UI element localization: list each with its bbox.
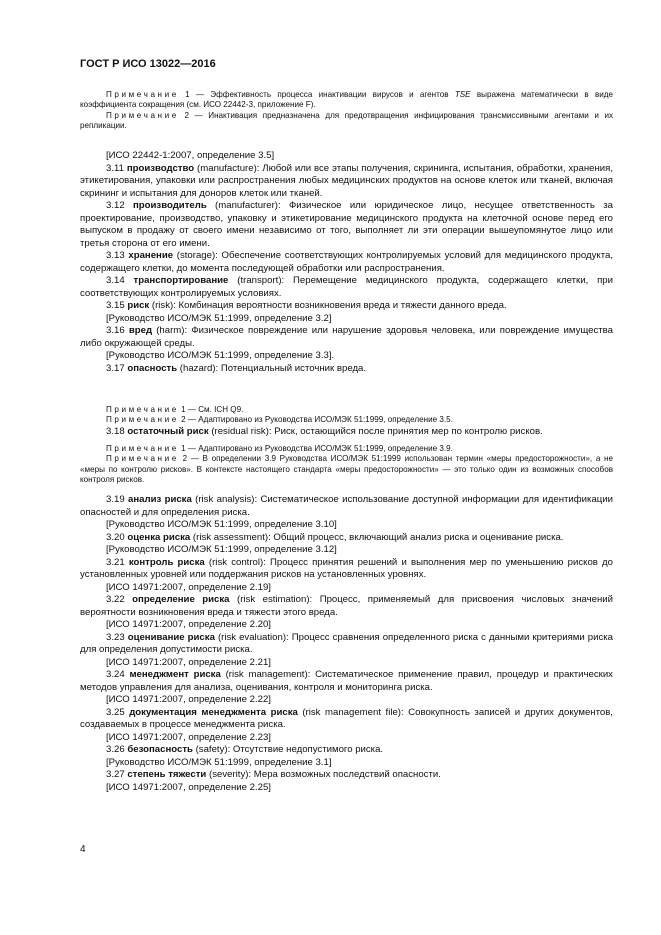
definition-paragraph — [80, 544, 613, 557]
definition-prefix: 3.16 — [106, 325, 129, 336]
definition-prefix: 3.14 — [106, 275, 134, 286]
note-label: Примечание — [106, 415, 179, 425]
definition-text: (risk assessment): Общий процесс, включающий анализ риска и оценивание риска. — [190, 531, 564, 543]
definition-paragraph — [80, 744, 613, 757]
note-text: — См. ICH Q9. — [185, 405, 244, 414]
definition-prefix: 3.26 — [106, 744, 128, 755]
definition-paragraph — [80, 519, 613, 532]
definition-prefix: 3.20 — [106, 531, 128, 543]
term: документация менеджмента риска — [129, 706, 298, 718]
term: менеджмент риска — [129, 669, 221, 680]
definition-text: (risk management file): Совокупность записей и других документов, создаваемых в процессе менеджмента риска. — [80, 706, 613, 730]
definition-text: (risk analysis): Систематическое использование доступной информации для идентификации опасностей и для определения риска. — [80, 494, 613, 518]
definition-text: (transport): Перемещение медицинского продукта, содержащего клетки, при соответствующих контролируемых условиях. — [80, 275, 613, 299]
definition-paragraph — [80, 707, 613, 732]
definition-paragraph — [80, 732, 613, 745]
definition-prefix: [Руководство ИСО/МЭК 51:1999, определение 3.12] — [106, 544, 337, 555]
definition-prefix: 3.27 — [106, 769, 128, 780]
note-paragraph — [80, 454, 613, 485]
note-number: 2 — [181, 415, 186, 425]
term: вред — [128, 325, 153, 336]
term: риск — [127, 300, 150, 311]
term: безопасность — [127, 744, 193, 755]
definition-prefix: 3.12 — [106, 200, 134, 211]
definition-prefix: 3.11 — [106, 162, 127, 174]
definition-paragraph — [80, 557, 613, 582]
definition-paragraph — [80, 532, 613, 545]
definition-text: (risk): Комбинация вероятности возникновения вреда и тяжести данного вреда. — [149, 300, 507, 311]
term: опасность — [127, 362, 178, 374]
definition-text: (storage): Обеспечение соответствующих контролируемых условий для медицинского продукта, содержащего клетки, до момента последующей обработки или распространения. — [80, 250, 613, 274]
notes-b — [80, 405, 613, 426]
definition-prefix: 3.19 — [106, 494, 129, 505]
term: анализ риска — [128, 494, 192, 505]
term: степень тяжести — [127, 769, 207, 780]
definition-paragraph — [80, 694, 613, 707]
definition-paragraph — [80, 657, 613, 670]
term: остаточный риск — [127, 426, 209, 437]
definition-paragraph — [80, 782, 613, 795]
definition-prefix: [ИСО 14971:2007, определение 2.25] — [106, 781, 271, 793]
term: контроль риска — [128, 556, 205, 568]
page-number: 4 — [80, 844, 86, 855]
definition-text: (risk evaluation): Процесс сравнения определенного риска с данными критериями риска для определения допустимости риска. — [80, 631, 613, 655]
definition-text: (harm): Физическое повреждение или нарушение здоровья человека, или повреждение имущества либо окружающей среды. — [80, 325, 613, 349]
definition-prefix: [ИСО 14971:2007, определение 2.20] — [106, 619, 271, 630]
definition-text: (hazard): Потенциальный источник вреда. — [177, 362, 367, 374]
definition-prefix: [Руководство ИСО/МЭК 51:1999, определение 3.10] — [106, 519, 337, 530]
note-paragraph — [80, 444, 613, 454]
definition-paragraph — [80, 325, 613, 350]
note-number: 1 — [181, 444, 186, 453]
definition-prefix: [ИСО 14971:2007, определение 2.19] — [106, 581, 271, 593]
note-text: — В определении 3.9 Руководства ИСО/МЭК 51:1999 использован термин «меры предосторожности», а не «меры по контролю рисков». В контексте настоящего стандарта «меры предосторожности» — это только один из возможных способов контроля рисков. — [80, 454, 614, 485]
note-text: — Адаптировано из Руководства ИСО/МЭК 51:1999, определение 3.9. — [185, 444, 453, 453]
definition-paragraph: 3.18 остаточный риск (residual risk): Риск, остающийся после принятия мер по контролю рисков. — [106, 426, 543, 437]
definition-text: (safety): Отсутствие недопустимого риска. — [192, 744, 384, 755]
definition-paragraph — [80, 200, 613, 250]
definition-prefix: 3.24 — [106, 669, 130, 680]
note-label: Примечание — [106, 405, 179, 414]
definition-paragraph — [80, 769, 613, 782]
definition-prefix: 3.15 — [106, 300, 128, 311]
definitions-a — [80, 150, 613, 375]
definition-paragraph — [80, 494, 613, 519]
definition-paragraph — [80, 619, 613, 632]
definitions-d — [80, 494, 613, 794]
term: оценивание риска — [127, 631, 215, 643]
document-header: ГОСТ Р ИСО 13022—2016 — [80, 58, 216, 70]
note-number: 2 — [184, 110, 189, 120]
definition-prefix: 3.22 — [106, 594, 133, 605]
definition-paragraph — [80, 163, 613, 201]
term: оценка риска — [127, 531, 191, 543]
definition-paragraph — [80, 250, 613, 275]
definition-paragraph — [80, 150, 613, 163]
definition-prefix: 3.21 — [106, 556, 129, 568]
note-label: Примечание — [106, 454, 179, 464]
note-label: Примечание — [106, 110, 179, 120]
definition-text: (risk management): Систематическое применение правил, процедур и практических методов управления для анализа, оценивания, контроля и мониторинга риска. — [80, 669, 613, 693]
definition-paragraph — [80, 594, 613, 619]
note-paragraph — [80, 111, 613, 132]
definition-prefix: 3.23 — [106, 631, 128, 643]
definition-prefix: [ИСО 14971:2007, определение 2.21] — [106, 656, 271, 668]
definition-prefix: [Руководство ИСО/МЭК 51:1999, определение 3.1] — [106, 756, 332, 768]
term: определение риска — [132, 594, 230, 605]
definition-text: (manufacturer): Физическое или юридическое лицо, несущее ответственность за проектирование, производство, упаковку и этикетирование медицинского продукта на клеточной основе перед его выпуском в продажу от своего имени независимо от того, выполняет ли эти операции вышеупомянутое лицо или третья сторона от его имени. — [80, 200, 613, 249]
note-paragraph — [80, 415, 613, 425]
notes-top — [80, 90, 613, 132]
term: транспортирование — [133, 275, 229, 286]
definition-prefix: [Руководство ИСО/МЭК 51:1999, определение 3.2] — [106, 312, 332, 324]
definition-paragraph — [80, 757, 613, 770]
term: производитель — [133, 200, 207, 211]
note-number: 1 — [185, 90, 190, 99]
notes-c — [80, 444, 613, 486]
note-paragraph — [80, 90, 613, 111]
definition-prefix: [ИСО 14971:2007, определение 2.22] — [106, 694, 271, 705]
note-text: — Адаптировано из Руководства ИСО/МЭК 51:1999, определение 3.5. — [185, 415, 453, 425]
definition-paragraph — [80, 582, 613, 595]
definition-text: (risk estimation): Процесс, применяемый для присвоения числовых значений вероятности возникновения вреда и тяжести этого вреда. — [80, 594, 613, 618]
note-label: Примечание — [106, 444, 179, 453]
note-paragraph — [80, 405, 613, 415]
definition-text: (manufacture): Любой или все этапы получения, скрининга, испытания, обработки, хранения, этикетирования, упаковки или распространения любых медицинских продуктов на основе клеток или тканей, включая скрининг и испытания для доноров клеток или тканей. — [80, 162, 613, 199]
note-label: Примечание — [106, 90, 179, 99]
definition-prefix: 3.17 — [106, 362, 128, 374]
definition-prefix: [ИСО 22442-1:2007, определение 3.5] — [106, 150, 275, 161]
term: производство — [126, 162, 195, 174]
term: хранение — [128, 250, 174, 261]
note-tail: выражена математически в виде коэффициента сокращения (см. ИСО 22442-3, приложение F). — [80, 90, 614, 110]
definition-prefix: [Руководство ИСО/МЭК 51:1999, определение 3.3]. — [106, 350, 335, 361]
note-number: 2 — [182, 454, 188, 464]
definition-text: (severity): Мера возможных последствий опасности. — [206, 769, 441, 780]
definition-prefix: 3.13 — [106, 250, 129, 261]
definition-paragraph — [80, 275, 613, 300]
definition-paragraph — [80, 300, 613, 313]
definition-paragraph — [80, 632, 613, 657]
note-text: — Эффективность процесса инактивации вирусов и агентов — [189, 90, 455, 99]
definition-3-18 — [80, 426, 613, 439]
definition-prefix: 3.25 — [106, 706, 130, 718]
note-italic: TSE — [454, 90, 471, 99]
definition-paragraph — [80, 363, 613, 376]
note-number: 1 — [181, 405, 186, 414]
definition-text: (risk control): Процесс принятия решений и выполнения мер по уменьшению рисков до установленных уровней или поддержания рисков на установленных уровнях. — [80, 556, 613, 580]
definition-paragraph — [80, 669, 613, 694]
note-text: — Инактивация предназначена для предотвращения инфицирования трансмиссивными агентами и их репликации. — [80, 110, 614, 131]
definition-prefix: [ИСО 14971:2007, определение 2.23] — [106, 731, 271, 743]
definition-paragraph — [80, 313, 613, 326]
definition-paragraph — [80, 350, 613, 363]
